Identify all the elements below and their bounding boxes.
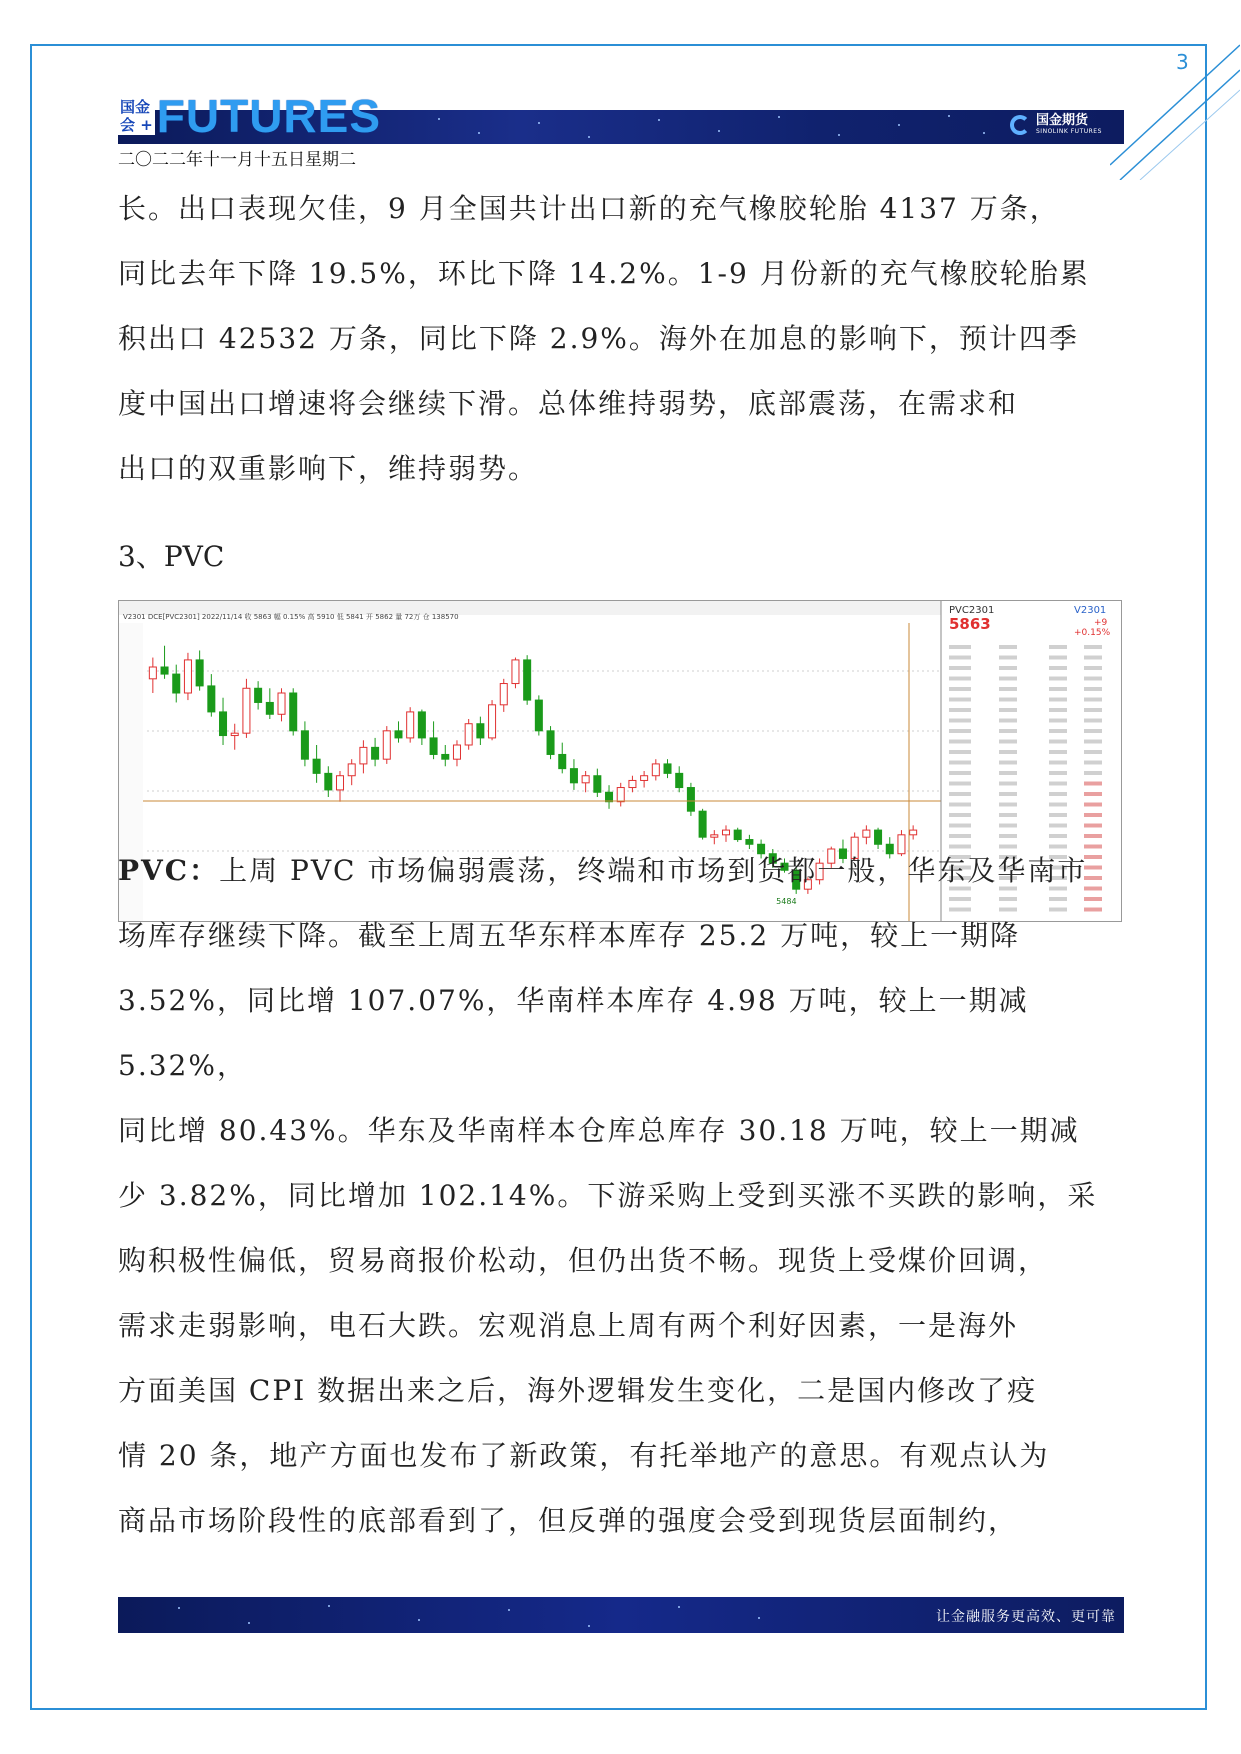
- quote-cell: [1049, 740, 1067, 744]
- quote-cell: [1084, 803, 1102, 807]
- quote-cell: [949, 824, 971, 828]
- brand-cn: 国金期货: [1036, 113, 1089, 128]
- paragraph-2: [118, 838, 1128, 1553]
- quote-cell: [1084, 782, 1102, 786]
- quote-cell: [1084, 645, 1102, 649]
- quote-cell: [1049, 666, 1067, 670]
- quote-cell: [1049, 792, 1067, 796]
- logo-cn: 国金 会 +: [120, 98, 153, 134]
- candle-body: [641, 776, 648, 781]
- candle-body: [453, 745, 460, 759]
- quote-cell: [999, 719, 1017, 723]
- quote-cell: [1049, 761, 1067, 765]
- quote-cell: [949, 708, 971, 712]
- paragraph-line: 积出口 42532 万条，同比下降 2.9%。海外在加息的影响下，预计四季: [118, 322, 1079, 355]
- quote-cell: [1084, 813, 1102, 817]
- candle-body: [255, 688, 262, 702]
- corner-decoration: [1110, 30, 1240, 180]
- candle-body: [535, 700, 542, 731]
- quote-cell: [1049, 645, 1067, 649]
- paragraph-line: 场库存继续下降。截至上周五华东样本库存 25.2 万吨，较上一期降: [118, 919, 1021, 952]
- quote-cell: [949, 666, 971, 670]
- quote-cell: [1049, 782, 1067, 786]
- quote-cell: [1049, 750, 1067, 754]
- paragraph-line: 3.52%，同比增 107.07%，华南样本库存 4.98 万吨，较上一期减 5.32%，: [118, 984, 1029, 1082]
- quote-cell: [1049, 698, 1067, 702]
- quote-cell: [999, 708, 1017, 712]
- quote-cell: [1049, 729, 1067, 733]
- quote-cell: [1084, 761, 1102, 765]
- quote-cell: [949, 813, 971, 817]
- quote-cell: [1049, 708, 1067, 712]
- quote-cell: [1049, 677, 1067, 681]
- quote-cell: [1049, 687, 1067, 691]
- candle-body: [220, 712, 227, 736]
- brand-en: SINOLINK FUTURES: [1036, 128, 1102, 135]
- quote-cell: [1049, 656, 1067, 660]
- candle-body: [863, 830, 870, 837]
- candle-body: [465, 724, 472, 745]
- quote-cell: [999, 824, 1017, 828]
- quote-cell: [999, 687, 1017, 691]
- last-price: 5863: [949, 615, 991, 633]
- quote-cell: [1084, 666, 1102, 670]
- quote-cell: [1049, 824, 1067, 828]
- quote-cell: [1084, 719, 1102, 723]
- paragraph-line: 情 20 条，地产方面也发布了新政策，有托举地产的意思。有观点认为: [118, 1439, 1050, 1472]
- candle-body: [606, 792, 613, 801]
- candle-body: [617, 788, 624, 802]
- quote-cell: [1084, 792, 1102, 796]
- candle-body: [582, 776, 589, 783]
- candle-body: [278, 693, 285, 714]
- candle-body: [313, 759, 320, 773]
- candle-body: [512, 660, 519, 684]
- quote-code: V2301: [1074, 605, 1107, 616]
- quote-cell: [949, 761, 971, 765]
- quote-cell: [1084, 740, 1102, 744]
- price-change: +9: [1094, 618, 1108, 628]
- quote-cell: [999, 792, 1017, 796]
- chart-info-bar: V2301 DCE[PVC2301] 2022/11/14 收 5863 幅 0.15% 高 5910 低 5841 开 5862 量 72万 仓 138570: [123, 613, 459, 621]
- candle-body: [360, 747, 367, 764]
- quote-cell: [999, 803, 1017, 807]
- candle-body: [407, 712, 414, 738]
- candle-body: [161, 667, 168, 674]
- candle-body: [547, 731, 554, 755]
- candle-body: [477, 724, 484, 738]
- quote-cell: [999, 729, 1017, 733]
- candle-body: [184, 660, 191, 693]
- paragraph-line: 需求走弱影响，电石大跌。宏观消息上周有两个利好因素，一是海外: [118, 1309, 1019, 1342]
- candle-body: [711, 835, 718, 837]
- candle-body: [652, 764, 659, 776]
- candle-body: [910, 830, 917, 835]
- candle-body: [395, 731, 402, 738]
- page-number: 3: [1176, 50, 1189, 74]
- quote-cell: [949, 782, 971, 786]
- candle-body: [570, 769, 577, 783]
- quote-cell: [1084, 677, 1102, 681]
- price-change-pct: +0.15%: [1074, 628, 1111, 638]
- paragraph-line: 商品市场阶段性的底部看到了，但反弹的强度会受到现货层面制约，: [118, 1504, 1019, 1537]
- brand-mark-icon: [1010, 115, 1030, 135]
- quote-cell: [999, 782, 1017, 786]
- quote-cell: [1084, 698, 1102, 702]
- report-date: 二〇二二年十一月十五日星期二: [118, 150, 356, 170]
- candle-body: [336, 776, 343, 790]
- candle-body: [442, 754, 449, 759]
- quote-cell: [1049, 771, 1067, 775]
- quote-cell: [949, 645, 971, 649]
- candle-body: [489, 705, 496, 738]
- candle-body: [722, 830, 729, 835]
- paragraph-line: 购积极性偏低，贸易商报价松动，但仍出货不畅。现货上受煤价回调，: [118, 1244, 1049, 1277]
- candle-body: [664, 764, 671, 773]
- candle-body: [173, 674, 180, 693]
- candle-body: [266, 702, 273, 714]
- candle-body: [149, 667, 156, 679]
- logo: [118, 88, 381, 144]
- logo-en: FUTURES: [156, 90, 382, 142]
- quote-cell: [999, 656, 1017, 660]
- quote-cell: [999, 677, 1017, 681]
- quote-cell: [1084, 656, 1102, 660]
- candle-body: [699, 811, 706, 837]
- candle-body: [687, 788, 694, 812]
- paragraph-lead: PVC：: [118, 854, 220, 887]
- candle-body: [594, 776, 601, 793]
- candle-body: [372, 747, 379, 759]
- quote-cell: [949, 740, 971, 744]
- candle-body: [629, 780, 636, 787]
- quote-cell: [1084, 771, 1102, 775]
- quote-cell: [1049, 813, 1067, 817]
- paragraph-1: [118, 176, 1128, 501]
- quote-cell: [999, 645, 1017, 649]
- paragraph-line: PVC：上周 PVC 市场偏弱震荡，终端和市场到货都一般，华东及华南市: [118, 854, 1088, 887]
- quote-cell: [949, 677, 971, 681]
- quote-cell: [1084, 708, 1102, 712]
- quote-cell: [949, 792, 971, 796]
- candle-body: [524, 660, 531, 700]
- paragraph-line: 出口的双重影响下，维持弱势。: [118, 452, 539, 485]
- quote-cell: [949, 719, 971, 723]
- candle-body: [231, 733, 238, 735]
- section-heading: 3、PVC: [118, 540, 225, 573]
- quote-cell: [949, 656, 971, 660]
- brand-logo: [1010, 113, 1102, 136]
- candle-body: [418, 712, 425, 738]
- candle-body: [196, 660, 203, 686]
- quote-cell: [999, 666, 1017, 670]
- quote-cell: [1049, 803, 1067, 807]
- quote-cell: [949, 729, 971, 733]
- paragraph-line: 同比去年下降 19.5%，环比下降 14.2%。1-9 月份新的充气橡胶轮胎累: [118, 257, 1090, 290]
- candle-body: [325, 773, 332, 790]
- paragraph-line: 度中国出口增速将会继续下滑。总体维持弱势，底部震荡，在需求和: [118, 387, 1019, 420]
- candle-body: [348, 764, 355, 776]
- candle-body: [430, 738, 437, 755]
- quote-cell: [999, 740, 1017, 744]
- footer-slogan: 让金融服务更高效、更可靠: [936, 1609, 1116, 1625]
- quote-cell: [1084, 750, 1102, 754]
- candle-body: [290, 693, 297, 731]
- quote-cell: [999, 813, 1017, 817]
- quote-cell: [999, 698, 1017, 702]
- quote-cell: [999, 761, 1017, 765]
- quote-cell: [1084, 687, 1102, 691]
- quote-cell: [1084, 824, 1102, 828]
- candle-body: [301, 731, 308, 759]
- quote-cell: [949, 687, 971, 691]
- paragraph-line: 同比增 80.43%。华东及华南样本仓库总库存 30.18 万吨，较上一期减: [118, 1114, 1080, 1147]
- quote-cell: [999, 750, 1017, 754]
- quote-cell: [1084, 729, 1102, 733]
- candle-body: [559, 754, 566, 768]
- quote-cell: [949, 771, 971, 775]
- candle-body: [383, 731, 390, 759]
- footer-band: [118, 1597, 1124, 1633]
- quote-cell: [949, 750, 971, 754]
- paragraph-line: 长。出口表现欠佳，9 月全国共计出口新的充气橡胶轮胎 4137 万条，: [118, 192, 1060, 225]
- candle-body: [208, 686, 215, 712]
- candle-body: [500, 684, 507, 705]
- quote-symbol: PVC2301: [949, 605, 995, 616]
- quote-cell: [999, 771, 1017, 775]
- quote-cell: [1049, 719, 1067, 723]
- quote-cell: [949, 803, 971, 807]
- paragraph-line: 少 3.82%，同比增加 102.14%。下游采购上受到买涨不买跌的影响，采: [118, 1179, 1098, 1212]
- candle-body: [676, 773, 683, 787]
- paragraph-line: 方面美国 CPI 数据出来之后，海外逻辑发生变化，二是国内修改了疫: [118, 1374, 1038, 1407]
- quote-cell: [949, 698, 971, 702]
- candle-body: [243, 688, 250, 733]
- low-price-label: 5484: [776, 896, 797, 906]
